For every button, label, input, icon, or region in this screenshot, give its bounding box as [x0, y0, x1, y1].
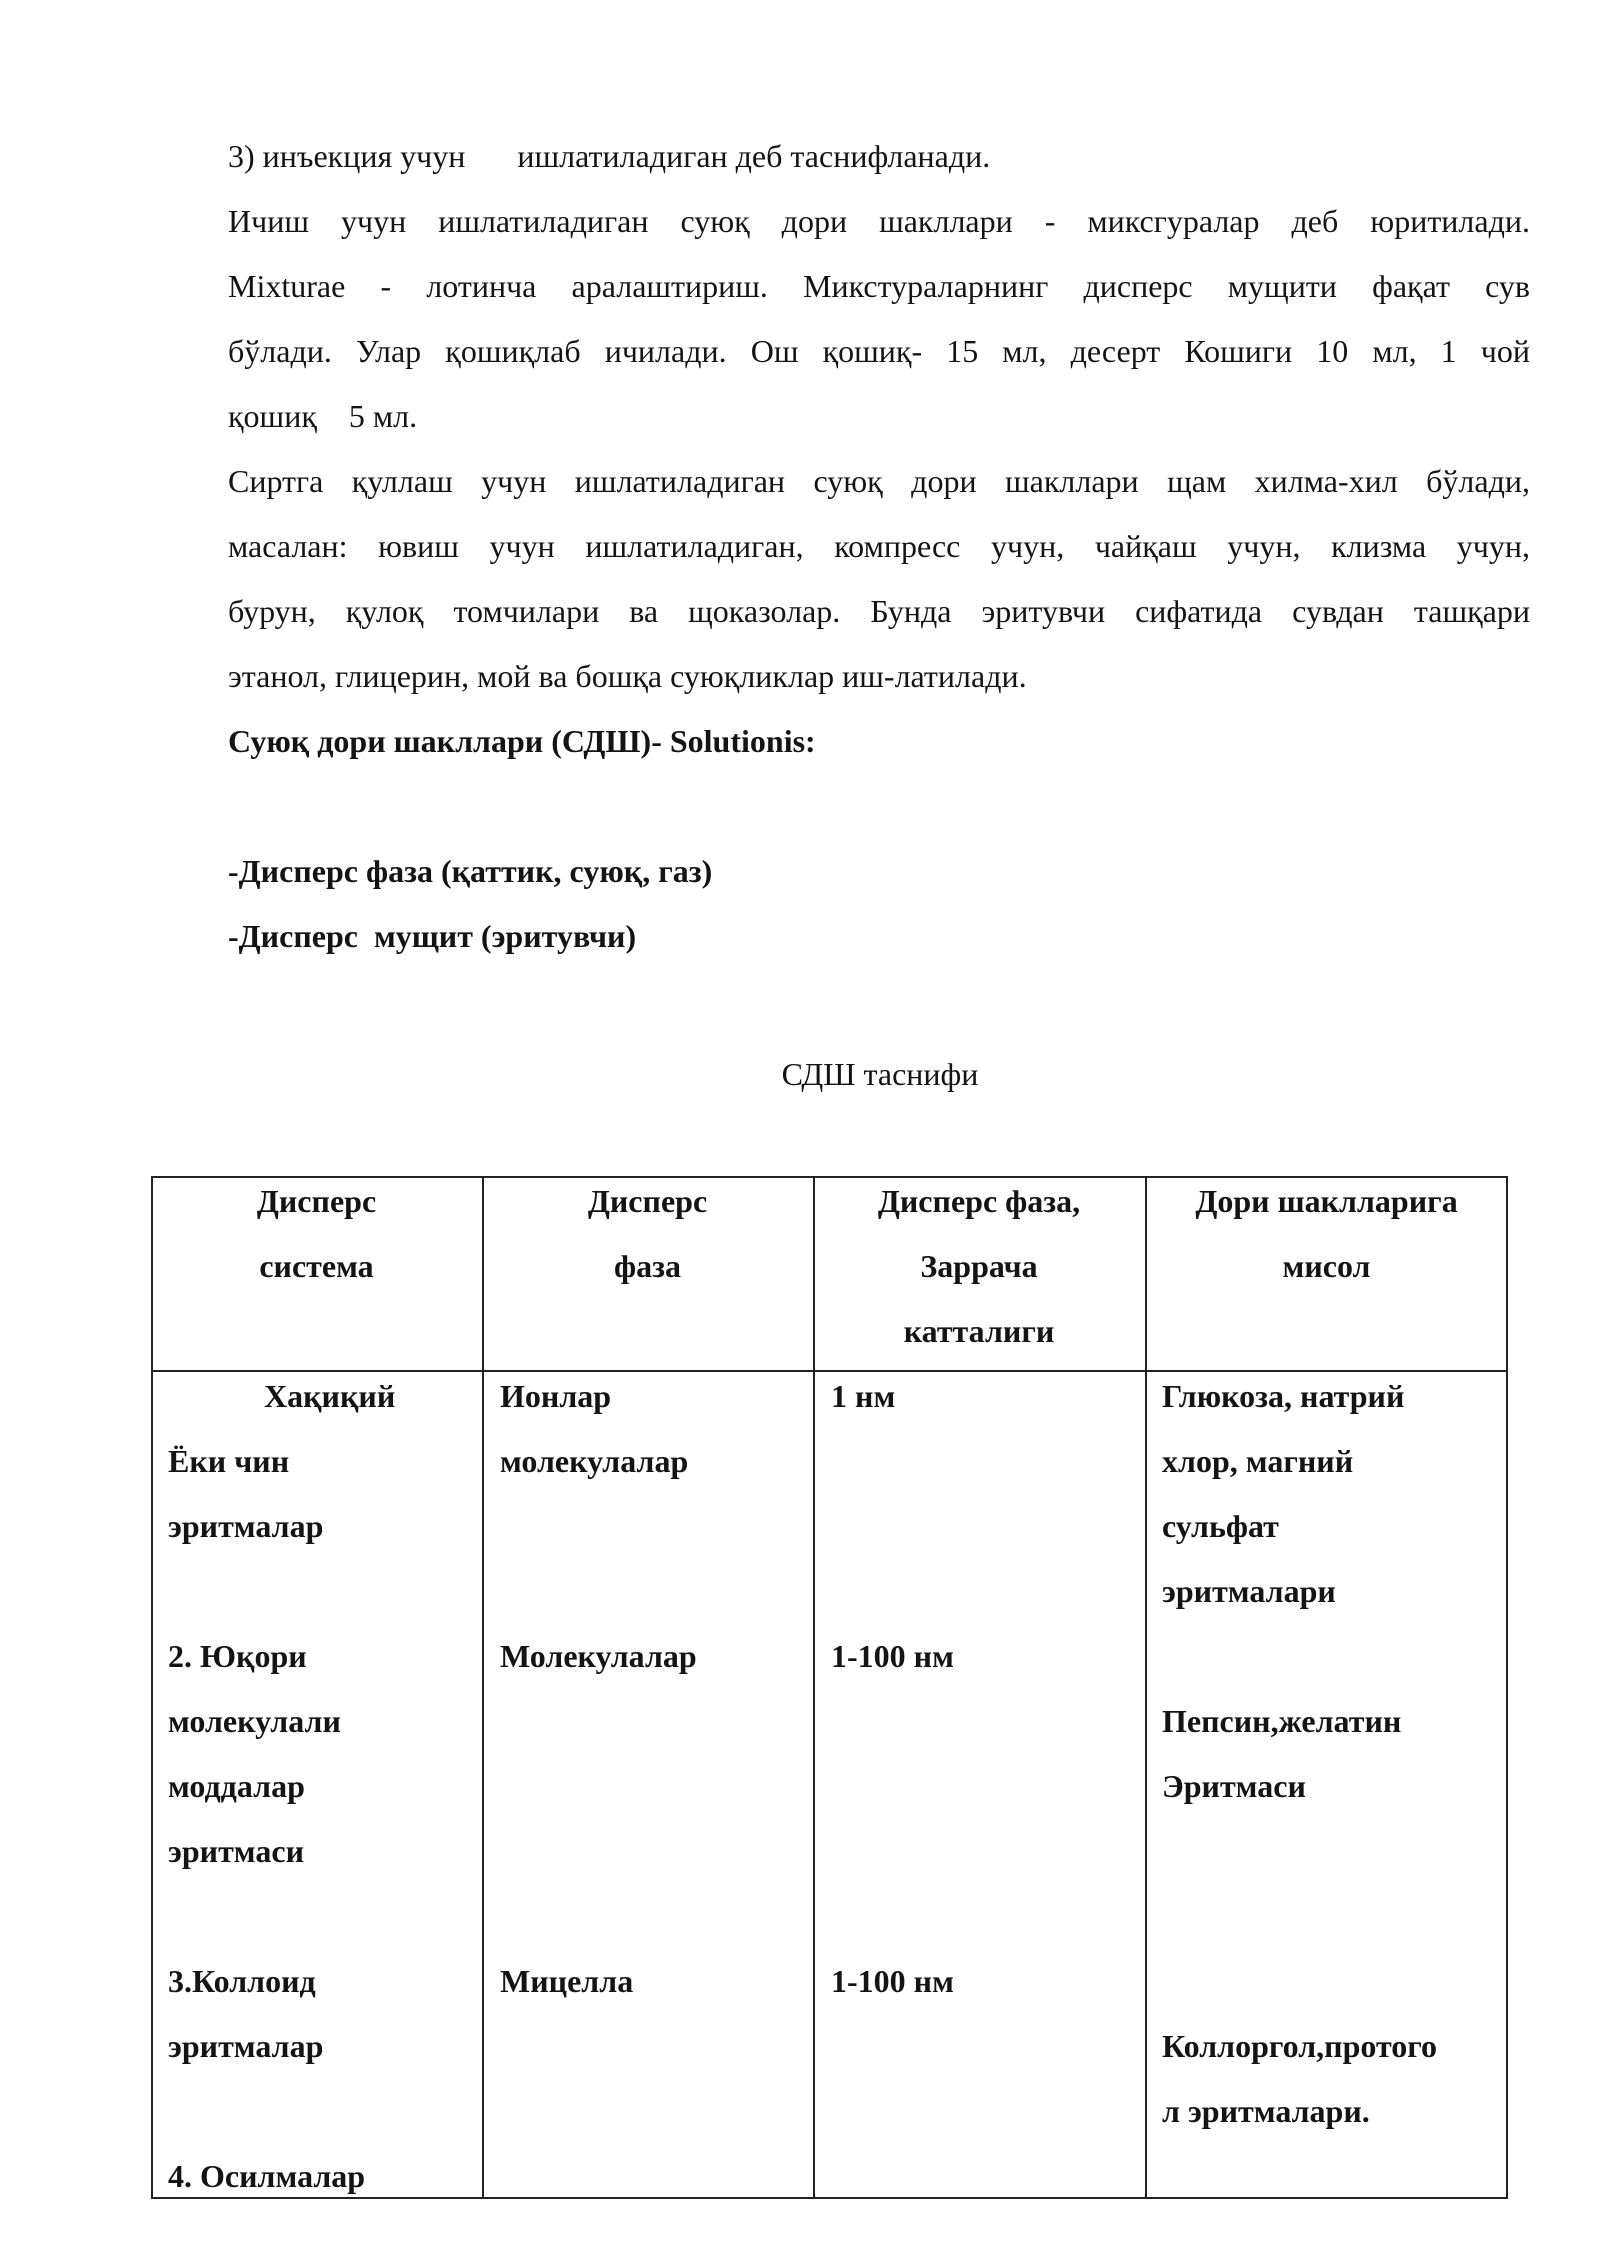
text-line-3: Mixturae - лотинча аралаштириш. Микстураларнинг дисперс мущити фақат сув	[228, 268, 1530, 304]
text-line-7: масалан: ювиш учун ишлатиладиган, компресс учун, чайқаш учун, клизма учун,	[228, 528, 1530, 564]
cell-size-1nm: 1 нм	[831, 1378, 896, 1414]
column-divider-1	[482, 1176, 484, 2199]
text-line-1	[228, 136, 1530, 176]
header-dispersed-system	[151, 1181, 482, 1286]
header-particle-size-line-1: Дисперс фаза,	[877, 1183, 1081, 1219]
header-dispersed-phase-line-1: Дисперс	[587, 1183, 708, 1219]
table-title: СДШ таснифи	[781, 1056, 979, 1092]
cell-example-glucose-line-4: эритмалари	[1162, 1573, 1336, 1609]
text-line-9: этанол, глицерин, мой ва бошқа суюқликлар иш-латилади.	[228, 658, 1027, 694]
cell-polymer-solutions-line-3: моддалар	[168, 1768, 305, 1804]
text-line-6: Сиртга қуллаш учун ишлатиладиган суюқ дори шакллари щам хилма-хил бўлади,	[228, 463, 1530, 499]
text-line-8: бурун, қулоқ томчилари ва щоказолар. Бунда эритувчи сифатида сувдан ташқари	[228, 593, 1530, 629]
cell-example-glucose-line-3: сульфат	[1162, 1508, 1279, 1544]
header-row-divider	[151, 1370, 1508, 1372]
cell-ions-line-2: молекулалар	[500, 1443, 689, 1479]
cell-example-collargol-line-2: л эритмалари.	[1162, 2093, 1370, 2129]
cell-example-collargol-line-1: Коллоргол,протого	[1162, 2028, 1437, 2064]
cell-micelle: Мицелла	[500, 1963, 634, 1999]
cell-size-1-100nm-colloid: 1-100 нм	[831, 1963, 954, 1999]
header-dosage-examples	[1145, 1181, 1508, 1286]
header-particle-size	[813, 1181, 1145, 1351]
text-line-1-part-a: 3) инъекция учун	[228, 138, 466, 174]
cell-polymer-solutions-line-2: молекулали	[168, 1703, 341, 1739]
column-divider-3	[1145, 1176, 1147, 2199]
cell-true-solutions-line-3: эритмалар	[168, 1508, 324, 1544]
cell-colloid-solutions-line-1: 3.Коллоид	[168, 1963, 316, 1999]
bullet-dispersed-phase: -Дисперс фаза (қаттик, суюқ, газ)	[228, 853, 713, 889]
cell-example-pepsin-line-1: Пепсин,желатин	[1162, 1703, 1402, 1739]
text-line-1-part-b: ишлатиладиган деб таснифланади.	[517, 138, 991, 174]
section-heading: Суюқ дори шакллари (СДШ)- Solutionis:	[228, 723, 816, 759]
cell-suspensions-line-1: 4. Осилмалар	[168, 2158, 366, 2194]
cell-ions-line-1: Ионлар	[500, 1378, 612, 1414]
header-dispersed-phase	[482, 1181, 813, 1286]
cell-molecules: Молекулалар	[500, 1638, 697, 1674]
text-line-4: бўлади. Улар қошиқлаб ичилади. Ош қошиқ- 15 мл, десерт Кошиги 10 мл, 1 чой	[228, 333, 1530, 369]
cell-example-pepsin-line-2: Эритмаси	[1162, 1768, 1306, 1804]
bullet-dispersed-medium: -Дисперс мущит (эритувчи)	[228, 918, 637, 954]
text-line-2: Ичиш учун ишлатиладиган суюқ дори шакллари - миксгуралар деб юритилади.	[228, 203, 1530, 239]
cell-polymer-solutions-line-4: эритмаси	[168, 1833, 304, 1869]
cell-example-glucose-line-2: хлор, магний	[1162, 1443, 1354, 1479]
header-dosage-examples-line-2: мисол	[1282, 1248, 1371, 1284]
cell-size-1-100nm-polymer: 1-100 нм	[831, 1638, 954, 1674]
header-particle-size-line-2: Заррача	[920, 1248, 1038, 1284]
text-line-5: қошиқ 5 мл.	[228, 398, 418, 434]
cell-example-glucose-line-1: Глюкоза, натрий	[1162, 1378, 1405, 1414]
header-particle-size-line-3: катталиги	[903, 1313, 1055, 1349]
header-dispersed-system-line-2: система	[259, 1248, 374, 1284]
cell-true-solutions-line-2: Ёки чин	[168, 1443, 290, 1479]
header-dosage-examples-line-1: Дори шаклларига	[1195, 1183, 1458, 1219]
cell-polymer-solutions-line-1: 2. Юқори	[168, 1638, 307, 1674]
header-dispersed-phase-line-2: фаза	[614, 1248, 681, 1284]
cell-colloid-solutions-line-2: эритмалар	[168, 2028, 324, 2064]
cell-true-solutions-line-1: Хақиқий	[264, 1378, 396, 1414]
header-dispersed-system-line-1: Дисперс	[256, 1183, 377, 1219]
